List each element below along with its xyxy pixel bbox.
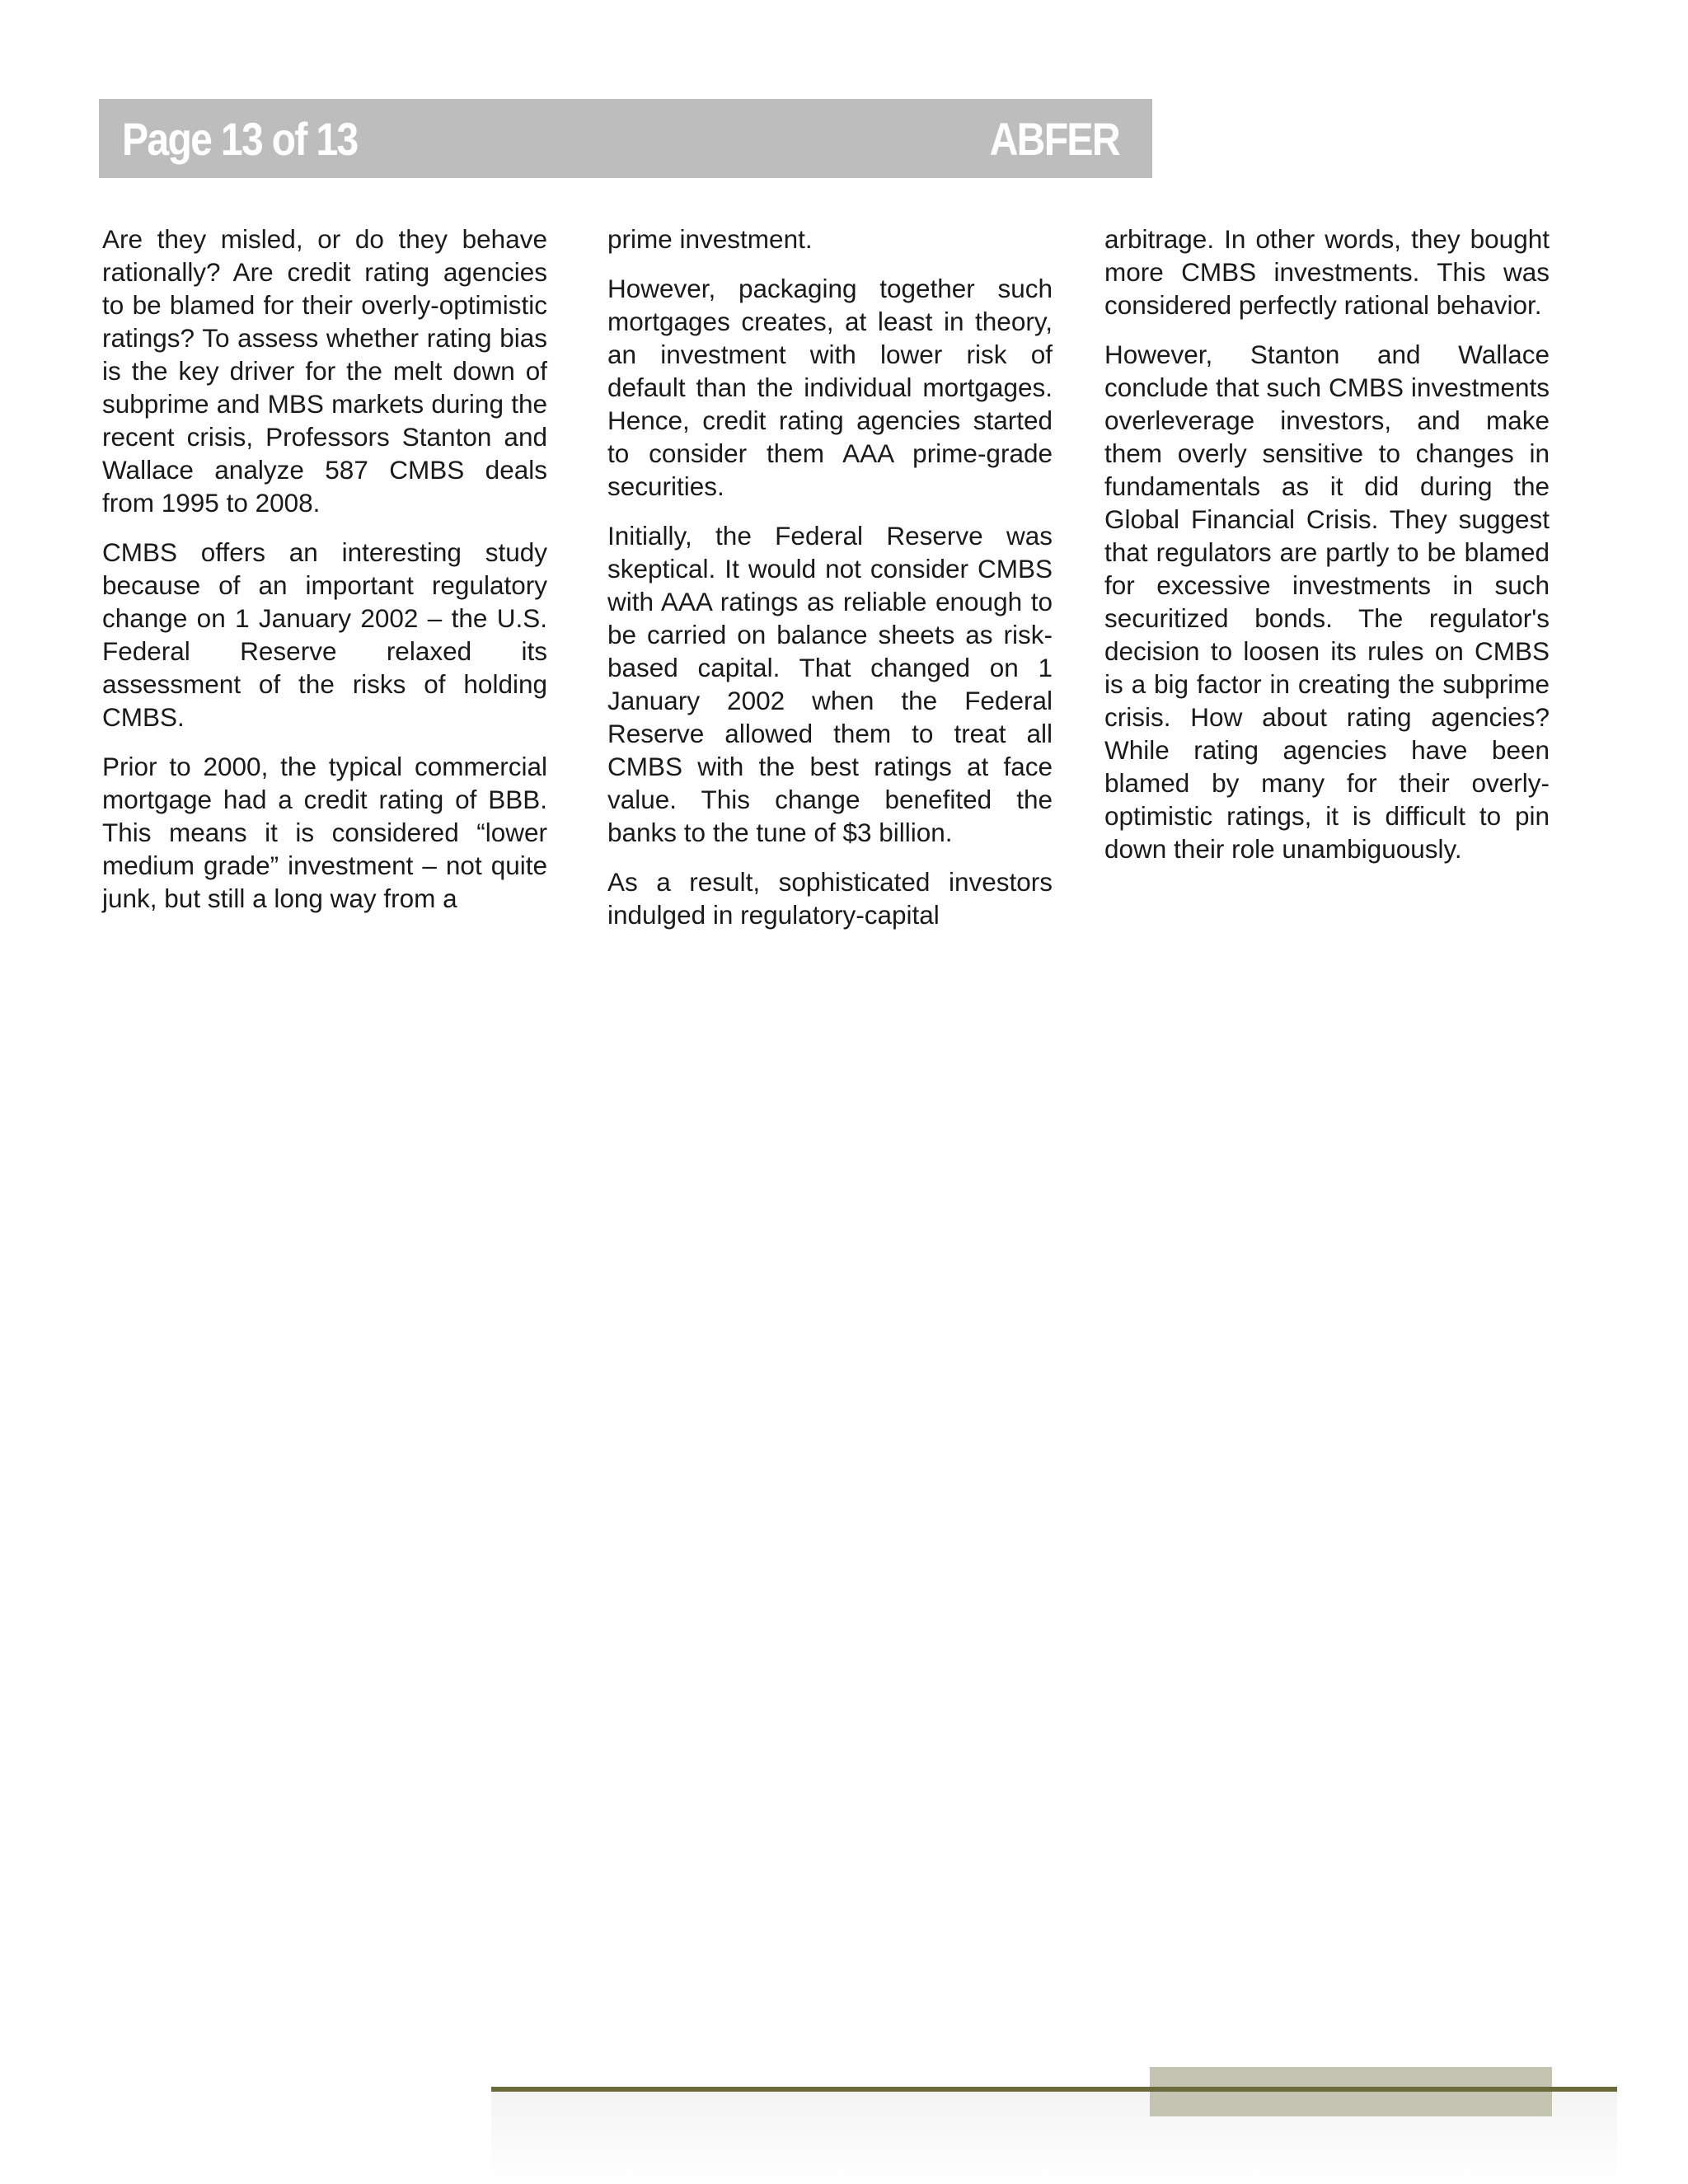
footer-accent-block bbox=[1150, 2067, 1552, 2116]
page-header-bar bbox=[99, 99, 1152, 178]
paragraph: arbitrage. In other words, they bought more CMBS investments. This was considered perfectly rational behavior. bbox=[1104, 224, 1550, 320]
footer-rule bbox=[491, 2087, 1617, 2092]
page-number-label: Page 13 of 13 bbox=[122, 112, 358, 165]
article-column-1 bbox=[102, 223, 547, 931]
article-column-3 bbox=[1104, 223, 1550, 882]
paragraph: prime investment. bbox=[607, 224, 813, 254]
paragraph: However, packaging together such mortgages creates, at least in theory, an investment with lower risk of default than the individual mortgages. Hence, credit rating agencies started to consider them AAA prime-grade securities. bbox=[607, 274, 1053, 501]
paragraph: Initially, the Federal Reserve was skeptical. It would not consider CMBS with AAA ratings as reliable enough to be carried on balance sheets as risk-based capital. That changed on 1 January 2002 when the Federal Reserve allowed them to treat all CMBS with the best ratings at face value. This change benefited the banks to the tune of $3 billion. bbox=[607, 521, 1053, 847]
paragraph: Prior to 2000, the typical commercial mortgage had a credit rating of BBB. This means it is considered “lower medium grade” investment – not quite junk, but still a long way from a bbox=[102, 752, 547, 913]
article-column-2 bbox=[607, 223, 1053, 948]
paragraph: Are they misled, or do they behave rationally? Are credit rating agencies to be blamed for their overly-optimistic ratings? To assess whether rating bias is the key driver for the melt down of subprime and MBS markets during the recent crisis, Professors Stanton and Wallace analyze 587 CMBS deals from 1995 to 2008. bbox=[102, 224, 547, 518]
paragraph: As a result, sophisticated investors indulged in regulatory-capital bbox=[607, 867, 1053, 930]
paragraph: However, Stanton and Wallace conclude that such CMBS investments overleverage investors, and make them overly sensitive to changes in fundamentals as it did during the Global Financial Crisis. They suggest that regulators are partly to be blamed for excessive investments in such securitized bonds. The regulator's decision to loosen its rules on CMBS is a big factor in creating the subprime crisis. How about rating agencies? While rating agencies have been blamed by many for their overly-optimistic ratings, it is difficult to pin down their role unambiguously. bbox=[1104, 340, 1550, 864]
paragraph: CMBS offers an interesting study because of an important regulatory change on 1 January 2002 – the U.S. Federal Reserve relaxed its assessment of the risks of holding CMBS. bbox=[102, 537, 547, 732]
brand-label: ABFER bbox=[989, 112, 1119, 165]
